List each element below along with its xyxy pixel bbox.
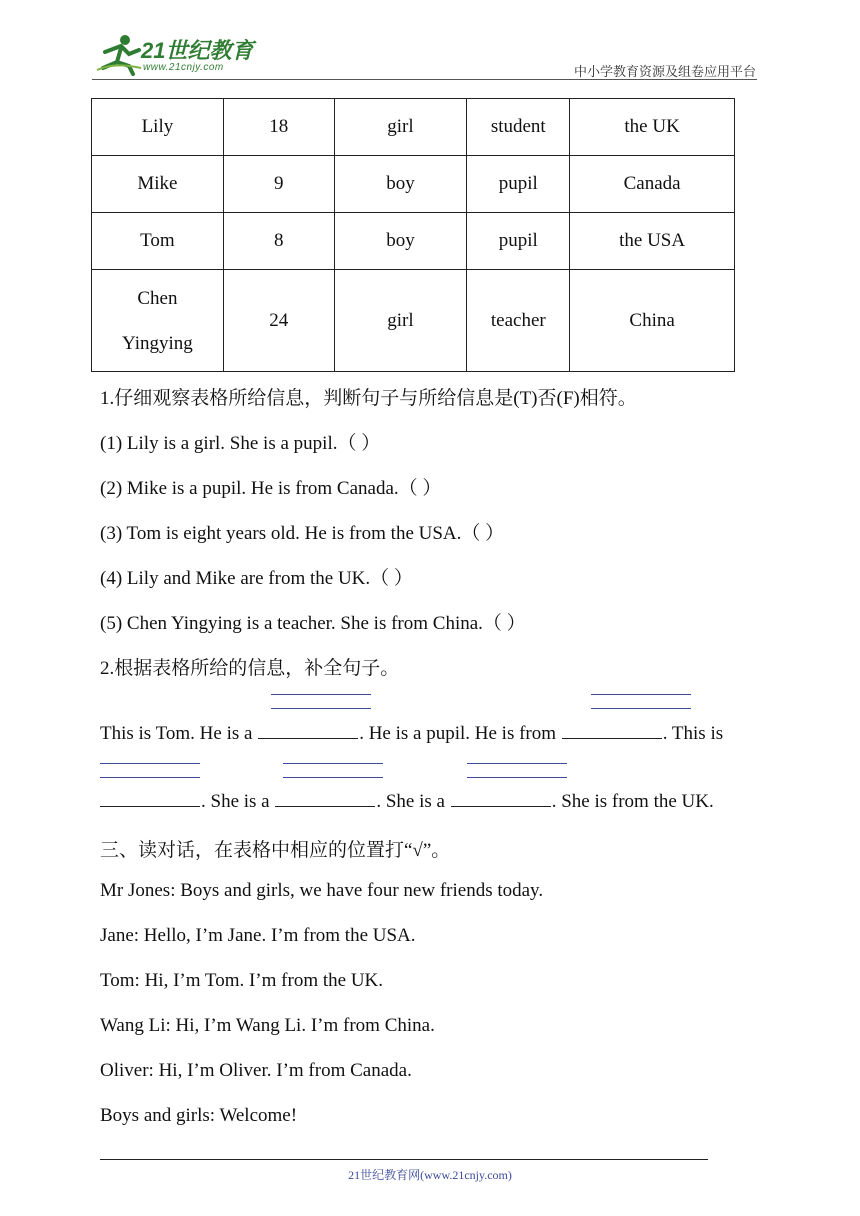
table-cell-name: Mike [92, 156, 224, 213]
table-row [92, 156, 735, 213]
writing-guide-lines [283, 763, 383, 791]
table-cell-job: teacher [467, 270, 570, 372]
table-cell-gender: girl [334, 99, 467, 156]
table-cell-age: 18 [223, 99, 334, 156]
table-cell-gender: boy [334, 156, 467, 213]
logo-text: 21世纪教育 [141, 38, 254, 63]
q2-text: . She is from the UK. [551, 791, 714, 812]
table-cell-name [92, 270, 224, 372]
table-cell-age: 24 [223, 270, 334, 372]
table-cell-job: student [467, 99, 570, 156]
table-cell-age: 9 [223, 156, 334, 213]
q1-item: (5) Chen Yingying is a teacher. She is from China.（ ） [100, 613, 526, 634]
q2-title: 2.根据表格所给的信息，补全句子。 [100, 658, 400, 679]
writing-guide-lines [271, 694, 371, 722]
section3-title: 三、读对话，在表格中相应的位置打“√”。 [100, 840, 451, 861]
answer-blank[interactable] [100, 805, 200, 807]
table-cell-country: the USA [570, 213, 735, 270]
table-cell-name: Lily [92, 99, 224, 156]
table-cell-name: Tom [92, 213, 224, 270]
table-row [92, 213, 735, 270]
q2-text: . He is a pupil. He is from [359, 723, 561, 744]
table-cell-age: 8 [223, 213, 334, 270]
table-cell-country: China [570, 270, 735, 372]
dialogue-line: Jane: Hello, I’m Jane. I’m from the USA. [100, 925, 416, 946]
writing-guide-lines [467, 763, 567, 791]
header-platform-name: 中小学教育资源及组卷应用平台 [573, 64, 756, 79]
q1-title: 1.仔细观察表格所给信息，判断句子与所给信息是(T)否(F)相符。 [100, 388, 637, 409]
q2-text: This is Tom. He is a [100, 723, 258, 744]
q1-item: (4) Lily and Mike are from the UK.（ ） [100, 568, 413, 589]
footer-divider [100, 1159, 708, 1160]
dialogue-line: Boys and girls: Welcome! [100, 1105, 298, 1126]
q2-sentence-line-1 [100, 723, 723, 745]
logo-url: www.21cnjy.com [143, 62, 224, 73]
table-row [92, 270, 735, 372]
answer-blank[interactable] [451, 805, 551, 807]
q1-item: (2) Mike is a pupil. He is from Canada.（ ） [100, 478, 442, 499]
info-table [91, 98, 735, 372]
table-cell-job: pupil [467, 156, 570, 213]
dialogue-line: Wang Li: Hi, I’m Wang Li. I’m from China. [100, 1015, 435, 1036]
answer-blank[interactable] [258, 737, 358, 739]
header-divider [92, 79, 757, 80]
answer-blank[interactable] [275, 805, 375, 807]
q2-sentence-line-2 [99, 791, 714, 813]
table-cell-job: pupil [467, 213, 570, 270]
dialogue-line: Mr Jones: Boys and girls, we have four new friends today. [100, 880, 544, 901]
name-line-1: Chen [137, 287, 178, 309]
footer-text: 21世纪教育网(www.21cnjy.com) [348, 1168, 512, 1182]
writing-guide-lines [591, 694, 691, 722]
q1-item: (1) Lily is a girl. She is a pupil.（ ） [100, 433, 381, 454]
table-row [92, 99, 735, 156]
table-cell-gender: boy [334, 213, 467, 270]
writing-guide-lines [100, 763, 200, 791]
table-cell-country: Canada [570, 156, 735, 213]
table-cell-country: the UK [570, 99, 735, 156]
q2-text: . This is [662, 723, 724, 744]
dialogue-line: Oliver: Hi, I’m Oliver. I’m from Canada. [100, 1060, 412, 1081]
dialogue-line: Tom: Hi, I’m Tom. I’m from the UK. [100, 970, 384, 991]
q2-text: . She is a [376, 791, 450, 812]
q2-text: . She is a [201, 791, 275, 812]
q1-item: (3) Tom is eight years old. He is from the USA.（ ） [100, 523, 505, 544]
runner-logo-icon [95, 32, 143, 76]
name-line-2: Yingying [122, 332, 193, 354]
table-cell-gender: girl [334, 270, 467, 372]
site-logo [95, 32, 265, 80]
answer-blank[interactable] [562, 737, 662, 739]
